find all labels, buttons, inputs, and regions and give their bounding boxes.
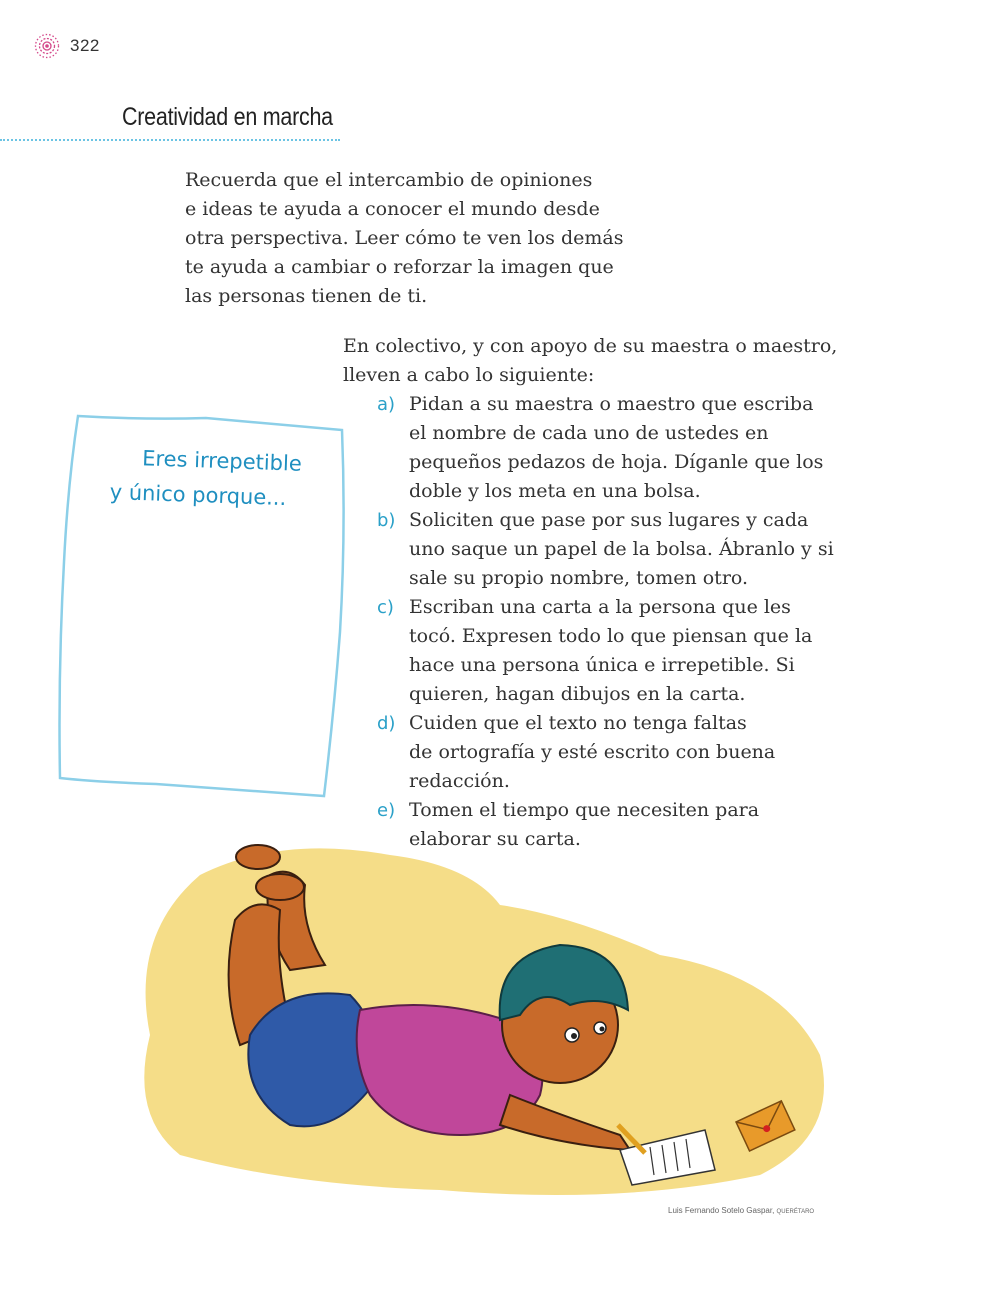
item-line: de ortografía y esté escrito con buena <box>409 741 776 763</box>
intro-paragraph <box>185 166 655 311</box>
instructions-block <box>343 332 883 854</box>
intro-line: otra perspectiva. Leer cómo te ven los demás <box>185 227 624 249</box>
item-letter: a) <box>377 394 396 415</box>
list-item-d <box>377 709 883 796</box>
item-line: pequeños pedazos de hoja. Díganle que los <box>409 451 824 473</box>
item-line: redacción. <box>409 770 510 792</box>
item-line: quieren, hagan dibujos en la carta. <box>409 683 746 705</box>
child-writing-letter-illustration <box>140 835 840 1205</box>
credit-place: QUERÉTARO <box>776 1209 815 1215</box>
page-number: 322 <box>70 36 100 55</box>
item-line: elaborar su carta. <box>409 828 581 850</box>
item-line: doble y los meta en una bolsa. <box>409 480 701 502</box>
note-card-text <box>56 444 348 512</box>
list-item-c <box>377 593 883 709</box>
instructions-lead-line: En colectivo, y con apoyo de su maestra o maestro, <box>343 335 838 357</box>
item-line: Soliciten que pase por sus lugares y cada <box>409 509 809 531</box>
item-text <box>409 593 883 709</box>
note-card <box>56 412 348 804</box>
list-item-a <box>377 390 883 506</box>
credit-name: Luis Fernando Sotelo Gaspar, <box>668 1206 775 1215</box>
foot <box>236 845 280 869</box>
foot <box>256 874 304 900</box>
intro-line: las personas tienen de ti. <box>185 285 428 307</box>
item-text <box>409 390 883 506</box>
page-header <box>32 31 100 61</box>
instructions-list <box>343 390 883 854</box>
instructions-lead-line: lleven a cabo lo siguiente: <box>343 364 595 386</box>
sun-ornament-icon <box>32 31 62 61</box>
intro-line: e ideas te ayuda a conocer el mundo desde <box>185 198 600 220</box>
item-line: Pidan a su maestra o maestro que escriba <box>409 393 814 415</box>
item-text <box>409 506 883 593</box>
item-letter: d) <box>377 713 396 734</box>
intro-line: Recuerda que el intercambio de opiniones <box>185 169 593 191</box>
item-letter: c) <box>377 597 394 618</box>
item-text <box>409 709 883 796</box>
item-line: uno saque un papel de la bolsa. Ábranlo y si <box>409 538 834 560</box>
title-dotted-rule <box>0 139 340 141</box>
note-line: Eres irrepetible <box>141 446 303 476</box>
note-line: y único porque... <box>109 479 287 511</box>
item-line: Escriban una carta a la persona que les <box>409 596 791 618</box>
illustration-credit <box>668 1206 814 1215</box>
item-letter: e) <box>377 800 396 821</box>
item-line: tocó. Expresen todo lo que piensan que la <box>409 625 813 647</box>
item-line: Cuiden que el texto no tenga faltas <box>409 712 747 734</box>
section-title: Creatividad en marcha <box>122 103 333 131</box>
item-letter: b) <box>377 510 396 531</box>
intro-line: te ayuda a cambiar o reforzar la imagen que <box>185 256 614 278</box>
item-line: sale su propio nombre, tomen otro. <box>409 567 749 589</box>
list-item-b <box>377 506 883 593</box>
item-line: hace una persona única e irrepetible. Si <box>409 654 795 676</box>
item-line: el nombre de cada uno de ustedes en <box>409 422 769 444</box>
item-line: Tomen el tiempo que necesiten para <box>409 799 760 821</box>
